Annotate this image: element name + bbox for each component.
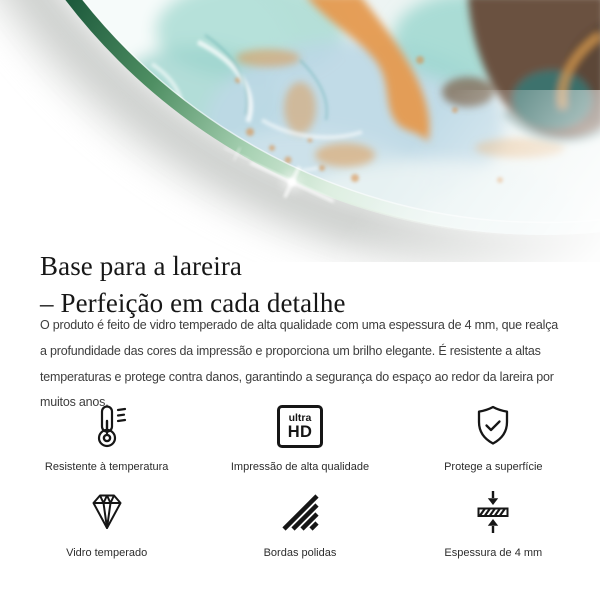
feature-polished-edges: [203, 488, 396, 560]
product-description: [40, 313, 585, 416]
page-title-line1: Base para a lareira: [40, 251, 243, 282]
page-title: [40, 248, 580, 322]
feature-surface-protection: [397, 402, 590, 474]
white-fade: [280, 90, 600, 262]
polished-edges-icon: [276, 488, 324, 536]
diamond-icon: [83, 488, 131, 536]
feature-label: Resistente à temperatura: [44, 461, 169, 473]
page-title-line2: – Perfeição em cada detalhe: [40, 288, 346, 319]
feature-tempered-glass: [10, 488, 203, 560]
description-line: temperaturas e protege contra danos, garantindo a segurança do espaço ao redor da lareira por: [40, 369, 554, 384]
description-line: O produto é feito de vidro temperado de alta qualidade com uma espessura de 4 mm, que realça: [40, 318, 559, 332]
ultra-hd-text-top: ultra: [288, 411, 312, 424]
feature-label: Vidro temperado: [66, 547, 148, 559]
feature-label: Protege a superfície: [444, 461, 543, 473]
shield-check-icon: [469, 402, 517, 450]
feature-label: Bordas polidas: [263, 547, 337, 559]
ultra-hd-text-bottom: HD: [287, 422, 313, 441]
thickness-press-icon: [469, 488, 517, 536]
glass-disc-illustration: [0, 0, 600, 262]
feature-temperature-resistant: [10, 402, 203, 474]
feature-label: Impressão de alta qualidade: [230, 461, 370, 473]
description-line: a profundidade das cores da impressão e proporciona um brilho elegante. É resistente a altas: [40, 343, 541, 358]
feature-label: Espessura de 4 mm: [444, 547, 543, 559]
ultra-hd-icon: [277, 402, 323, 450]
product-photo: [0, 0, 600, 262]
thermometer-icon: [83, 402, 131, 450]
feature-print-quality: [203, 402, 396, 474]
feature-thickness: [397, 488, 590, 560]
features-grid: [10, 402, 590, 560]
description-line: muitos anos.: [40, 395, 109, 410]
